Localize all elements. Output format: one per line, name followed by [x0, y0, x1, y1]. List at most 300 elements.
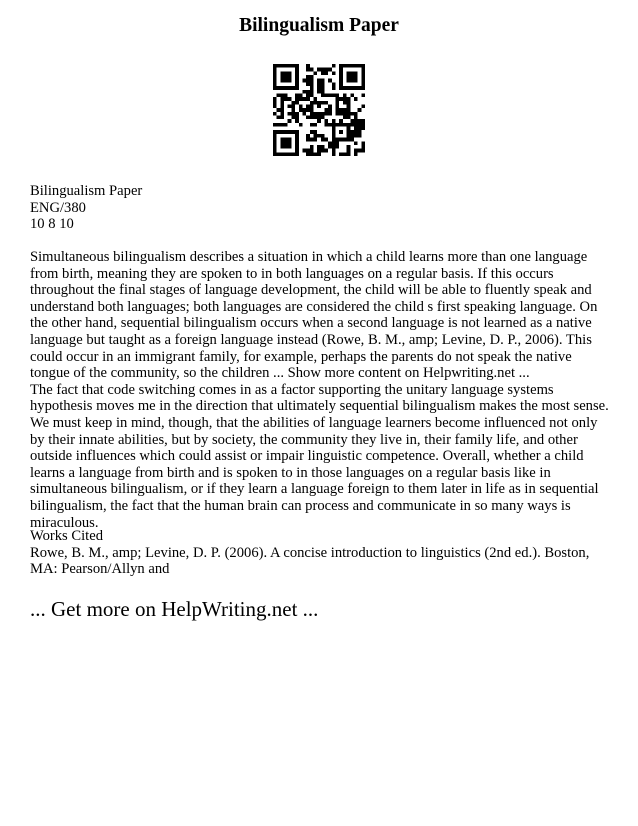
qr-module — [299, 123, 303, 127]
qr-module — [313, 71, 317, 75]
qr-module — [361, 141, 365, 145]
qr-module — [317, 134, 321, 138]
qr-module — [284, 75, 288, 79]
qr-module — [295, 86, 299, 90]
qr-code-icon — [273, 64, 365, 156]
qr-module — [273, 145, 277, 149]
document-title: Bilingualism Paper — [239, 15, 399, 36]
qr-module — [273, 68, 277, 72]
qr-module — [343, 93, 347, 97]
qr-module — [299, 97, 303, 101]
qr-module — [313, 123, 317, 127]
qr-module — [299, 108, 303, 112]
qr-module — [325, 71, 329, 75]
qr-module — [328, 108, 332, 112]
qr-module — [310, 75, 314, 79]
qr-module — [361, 75, 365, 79]
qr-module — [295, 138, 299, 142]
qr-module — [328, 141, 332, 145]
qr-module — [347, 123, 351, 127]
qr-module — [361, 93, 365, 97]
qr-module — [336, 104, 340, 108]
qr-module — [310, 130, 314, 134]
qr-module — [313, 152, 317, 156]
qr-module — [284, 141, 288, 145]
qr-module — [317, 90, 321, 94]
qr-module — [306, 104, 310, 108]
qr-module — [313, 112, 317, 116]
qr-module — [284, 64, 288, 68]
qr-module — [339, 119, 343, 123]
qr-module — [321, 79, 325, 83]
qr-module — [347, 108, 351, 112]
header-course-line: ENG/380 — [30, 199, 86, 216]
qr-module — [306, 138, 310, 142]
qr-module — [332, 141, 336, 145]
qr-module — [343, 97, 347, 101]
qr-module — [280, 104, 284, 108]
qr-module — [273, 75, 277, 79]
works-cited-entry: Rowe, B. M., amp; Levine, D. P. (2006). A concise introduction to linguistics (2nd ed.). Boston, MA: Pearson/Allyn and — [30, 544, 590, 578]
qr-module — [273, 79, 277, 83]
qr-module — [343, 152, 347, 156]
qr-module — [339, 152, 343, 156]
qr-module — [295, 82, 299, 86]
qr-module — [310, 145, 314, 149]
qr-module — [280, 79, 284, 83]
qr-module — [295, 116, 299, 120]
qr-module — [321, 90, 325, 94]
qr-module — [358, 149, 362, 153]
qr-module — [347, 104, 351, 108]
header-date-line: 10 8 10 — [30, 216, 74, 232]
qr-module — [354, 141, 358, 145]
qr-module — [354, 134, 358, 138]
qr-module — [347, 97, 351, 101]
qr-module — [339, 75, 343, 79]
qr-module — [288, 119, 292, 123]
qr-module — [321, 82, 325, 86]
qr-module — [358, 123, 362, 127]
qr-module — [280, 145, 284, 149]
qr-module — [361, 149, 365, 153]
qr-module — [295, 152, 299, 156]
works-cited-heading: Works Cited — [30, 528, 104, 544]
qr-module — [354, 152, 358, 156]
qr-module — [354, 116, 358, 120]
qr-module — [291, 152, 295, 156]
works-cited-section — [30, 528, 610, 578]
qr-module — [350, 86, 354, 90]
qr-module — [291, 104, 295, 108]
qr-module — [354, 130, 358, 134]
qr-module — [280, 93, 284, 97]
qr-module — [277, 93, 281, 97]
qr-module — [354, 75, 358, 79]
qr-module — [317, 116, 321, 120]
qr-module — [291, 108, 295, 112]
qr-module — [354, 112, 358, 116]
qr-module — [306, 68, 310, 72]
qr-module — [306, 116, 310, 120]
qr-module — [302, 79, 306, 83]
qr-module — [310, 116, 314, 120]
qr-module — [358, 127, 362, 131]
qr-module — [339, 97, 343, 101]
qr-module — [317, 82, 321, 86]
qr-module — [350, 93, 354, 97]
qr-module — [291, 112, 295, 116]
qr-module — [295, 93, 299, 97]
qr-module — [280, 123, 284, 127]
qr-module — [302, 97, 306, 101]
qr-module — [325, 149, 329, 153]
qr-module — [280, 130, 284, 134]
qr-module — [295, 75, 299, 79]
qr-module — [310, 138, 314, 142]
qr-module — [339, 79, 343, 83]
qr-module — [332, 119, 336, 123]
qr-module — [280, 138, 284, 142]
qr-module — [284, 86, 288, 90]
qr-module — [288, 86, 292, 90]
qr-module — [306, 134, 310, 138]
qr-module — [328, 112, 332, 116]
qr-module — [325, 68, 329, 72]
qr-module — [332, 130, 336, 134]
qr-module — [302, 90, 306, 94]
qr-module — [306, 149, 310, 153]
qr-module — [295, 141, 299, 145]
qr-module — [280, 101, 284, 105]
qr-module — [310, 152, 314, 156]
qr-module — [310, 82, 314, 86]
qr-module — [306, 82, 310, 86]
qr-module — [317, 101, 321, 105]
qr-module — [284, 97, 288, 101]
qr-module — [339, 86, 343, 90]
qr-module — [332, 123, 336, 127]
qr-module — [347, 86, 351, 90]
qr-module — [277, 116, 281, 120]
qr-module — [284, 93, 288, 97]
qr-module — [288, 112, 292, 116]
qr-module — [310, 149, 314, 153]
qr-module — [321, 134, 325, 138]
qr-module — [284, 79, 288, 83]
qr-module — [325, 123, 329, 127]
qr-module — [306, 93, 310, 97]
qr-module — [361, 123, 365, 127]
qr-module — [347, 145, 351, 149]
qr-module — [347, 134, 351, 138]
qr-module — [291, 86, 295, 90]
qr-module — [328, 68, 332, 72]
qr-module — [288, 71, 292, 75]
qr-module — [343, 112, 347, 116]
qr-module — [295, 119, 299, 123]
qr-module — [321, 93, 325, 97]
qr-module — [321, 86, 325, 90]
qr-module — [332, 145, 336, 149]
qr-module — [284, 145, 288, 149]
qr-module — [273, 123, 277, 127]
qr-module — [317, 104, 321, 108]
qr-module — [317, 86, 321, 90]
qr-module — [306, 108, 310, 112]
qr-module — [288, 145, 292, 149]
qr-module — [321, 101, 325, 105]
qr-module — [361, 104, 365, 108]
qr-module — [306, 97, 310, 101]
qr-module — [328, 145, 332, 149]
qr-module — [339, 71, 343, 75]
qr-module — [336, 93, 340, 97]
qr-module — [317, 79, 321, 83]
qr-module — [321, 68, 325, 72]
qr-module — [273, 112, 277, 116]
get-more-link[interactable]: ... Get more on HelpWriting.net ... — [30, 597, 319, 621]
qr-module — [288, 75, 292, 79]
qr-module — [288, 138, 292, 142]
qr-module — [354, 149, 358, 153]
qr-module — [284, 71, 288, 75]
qr-module — [295, 145, 299, 149]
qr-module — [273, 130, 277, 134]
qr-module — [280, 141, 284, 145]
qr-module — [358, 130, 362, 134]
qr-module — [354, 123, 358, 127]
qr-module — [280, 112, 284, 116]
qr-module — [280, 116, 284, 120]
qr-module — [350, 112, 354, 116]
qr-module — [280, 75, 284, 79]
qr-module — [336, 123, 340, 127]
qr-module — [347, 130, 351, 134]
qr-module — [310, 123, 314, 127]
qr-module — [358, 64, 362, 68]
qr-module — [332, 93, 336, 97]
qr-module — [358, 108, 362, 112]
qr-module — [277, 64, 281, 68]
qr-module — [317, 145, 321, 149]
qr-module — [343, 108, 347, 112]
qr-module — [354, 119, 358, 123]
qr-module — [273, 64, 277, 68]
qr-module — [325, 93, 329, 97]
qr-module — [321, 71, 325, 75]
qr-module — [354, 64, 358, 68]
qr-module — [280, 108, 284, 112]
qr-module — [313, 116, 317, 120]
qr-module — [339, 68, 343, 72]
qr-module — [347, 64, 351, 68]
qr-module — [295, 130, 299, 134]
qr-module — [321, 116, 325, 120]
qr-module — [350, 71, 354, 75]
qr-module — [361, 82, 365, 86]
qr-module — [299, 104, 303, 108]
qr-module — [295, 79, 299, 83]
qr-module — [310, 104, 314, 108]
qr-module — [350, 79, 354, 83]
qr-module — [328, 123, 332, 127]
qr-module — [332, 138, 336, 142]
qr-module — [317, 149, 321, 153]
qr-module — [332, 127, 336, 131]
qr-module — [343, 101, 347, 105]
qr-module — [332, 71, 336, 75]
qr-module — [273, 152, 277, 156]
qr-module — [310, 93, 314, 97]
qr-module — [288, 130, 292, 134]
qr-module — [358, 86, 362, 90]
qr-module — [273, 134, 277, 138]
qr-module — [291, 101, 295, 105]
qr-module — [361, 86, 365, 90]
qr-module — [354, 97, 358, 101]
qr-module — [280, 97, 284, 101]
qr-module — [347, 149, 351, 153]
qr-module — [310, 90, 314, 94]
qr-module — [280, 86, 284, 90]
qr-module — [291, 64, 295, 68]
qr-module — [347, 127, 351, 131]
qr-module — [332, 82, 336, 86]
qr-module — [273, 138, 277, 142]
qr-module — [317, 112, 321, 116]
qr-module — [273, 86, 277, 90]
qr-module — [288, 141, 292, 145]
qr-module — [358, 134, 362, 138]
qr-module — [347, 79, 351, 83]
qr-module — [343, 138, 347, 142]
qr-module — [273, 141, 277, 145]
qr-module — [336, 138, 340, 142]
body-paragraph-1: Simultaneous bilingualism describes a situation in which a child learns more than one language from birth, meaning they are spoken to in both languages on a regular basis. If this occurs throughout the final stages of language development, the child will be able to fluently speak and understand both languages; both languages are considered the child s first speaking language. On the other hand, sequential bilingualism occurs when a second language is not learned as a native language but taught as a foreign language instead (Rowe, B. M., amp; Levine, D. P., 2006). This could occur in an immigrant family, for example, perhaps the parents do not speak the native tongue of the community, so the children ... Show more content on Helpwriting.net ... — [30, 249, 598, 382]
qr-module — [339, 130, 343, 134]
qr-module — [332, 149, 336, 153]
qr-module — [317, 68, 321, 72]
qr-module — [284, 123, 288, 127]
qr-module — [299, 93, 303, 97]
qr-module — [295, 68, 299, 72]
qr-module — [317, 119, 321, 123]
qr-module — [321, 138, 325, 142]
qr-module — [350, 134, 354, 138]
qr-module — [350, 123, 354, 127]
qr-module — [280, 71, 284, 75]
qr-module — [295, 149, 299, 153]
qr-module — [291, 130, 295, 134]
qr-module — [354, 127, 358, 131]
qr-module — [321, 145, 325, 149]
qr-module — [313, 134, 317, 138]
qr-module — [317, 152, 321, 156]
qr-module — [339, 108, 343, 112]
qr-module — [339, 138, 343, 142]
qr-module — [336, 141, 340, 145]
qr-module — [343, 116, 347, 120]
qr-code-graphic — [273, 64, 365, 156]
qr-module — [361, 64, 365, 68]
paper-body — [30, 249, 610, 531]
qr-module — [313, 138, 317, 142]
qr-module — [310, 101, 314, 105]
qr-module — [310, 68, 314, 72]
qr-module — [273, 101, 277, 105]
qr-module — [321, 112, 325, 116]
qr-module — [310, 108, 314, 112]
qr-module — [325, 112, 329, 116]
qr-module — [328, 104, 332, 108]
qr-module — [310, 86, 314, 90]
qr-module — [277, 123, 281, 127]
qr-module — [284, 152, 288, 156]
qr-module — [295, 97, 299, 101]
qr-module — [288, 104, 292, 108]
qr-module — [361, 68, 365, 72]
qr-module — [336, 108, 340, 112]
qr-module — [313, 97, 317, 101]
qr-module — [328, 79, 332, 83]
qr-module — [336, 112, 340, 116]
qr-module — [306, 90, 310, 94]
qr-module — [325, 138, 329, 142]
qr-module — [361, 127, 365, 131]
qr-module — [332, 152, 336, 156]
qr-module — [291, 116, 295, 120]
qr-module — [325, 108, 329, 112]
qr-module — [361, 119, 365, 123]
qr-module — [332, 86, 336, 90]
qr-module — [273, 82, 277, 86]
qr-module — [350, 119, 354, 123]
qr-module — [339, 123, 343, 127]
qr-module — [339, 112, 343, 116]
qr-module — [288, 97, 292, 101]
qr-module — [343, 64, 347, 68]
qr-module — [350, 64, 354, 68]
qr-module — [358, 119, 362, 123]
qr-module — [332, 134, 336, 138]
qr-module — [339, 64, 343, 68]
qr-module — [288, 79, 292, 83]
qr-module — [325, 119, 329, 123]
qr-module — [347, 75, 351, 79]
qr-module — [273, 97, 277, 101]
qr-module — [361, 145, 365, 149]
qr-module — [277, 108, 281, 112]
qr-module — [280, 152, 284, 156]
qr-module — [354, 71, 358, 75]
qr-module — [302, 108, 306, 112]
qr-module — [284, 138, 288, 142]
qr-module — [328, 93, 332, 97]
header-title-line: Bilingualism Paper — [30, 183, 143, 199]
qr-module — [339, 82, 343, 86]
qr-module — [306, 152, 310, 156]
qr-module — [306, 79, 310, 83]
qr-module — [321, 149, 325, 153]
qr-module — [302, 112, 306, 116]
qr-module — [361, 79, 365, 83]
qr-module — [347, 138, 351, 142]
qr-module — [343, 86, 347, 90]
qr-module — [332, 64, 336, 68]
qr-module — [361, 71, 365, 75]
qr-module — [280, 64, 284, 68]
